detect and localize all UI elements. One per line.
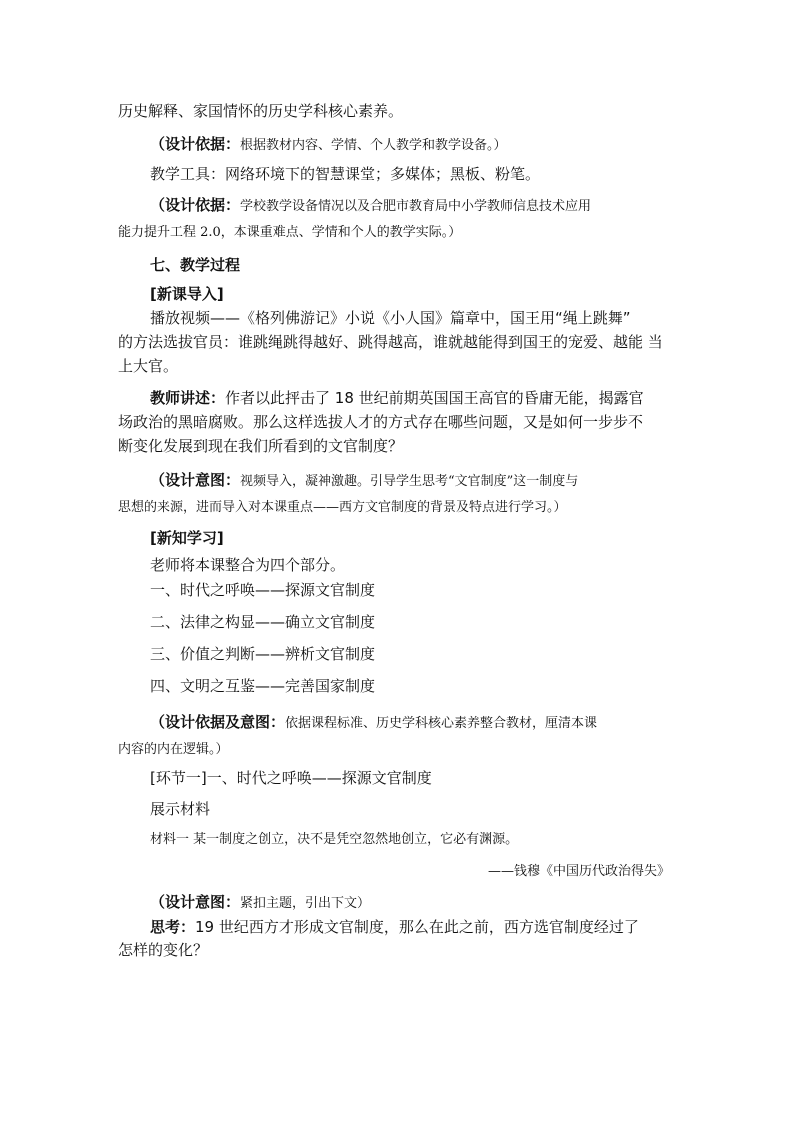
note-label: （设计依据： [150,196,241,214]
text-line: 历史解释、家国情怀的历史学科核心素养。 [118,102,404,120]
text-line [150,917,639,937]
design-basis-note [150,712,597,734]
text-line: 播放视频——《格列佛游记》小说《小人国》篇章中，国王用“绳上跳舞” [150,309,631,327]
text-line: 断变化发展到现在我们所看到的文官制度？ [118,437,404,455]
note-text: 能力提升工程 2.0，本课重难点、学情和个人的教学实际。） [118,225,462,240]
text-line: 展示材料 [150,800,211,818]
subsection-heading: [新课导入] [150,285,224,303]
teacher-text: 作者以此抨击了 18 世纪前期英国国王高官的昏庸无能，揭露官 [225,389,644,407]
text-line: 上大官。 [118,357,179,375]
note-text: 依据课程标准、历史学科核心素养整合教材，厘清本课 [285,716,598,731]
design-basis-note [150,134,507,156]
text-line: 教学工具：网络环境下的智慧课堂；多媒体；黑板、粉笔。 [150,165,541,183]
design-intent-note [150,470,578,492]
outline-item: 一、时代之呼唤——探源文官制度 [150,581,376,599]
note-text: 内容的内在逻辑。） [118,742,229,757]
note-text: 根据教材内容、学情、个人教学和教学设备。） [240,138,507,153]
think-text: 19 世纪西方才形成文官制度，那么在此之前，西方选官制度经过了 [195,918,639,936]
text-line [150,388,644,408]
text-line: 的方法选拔官员：谁跳绳跳得越好、跳得越高，谁就越能得到国王的宠爱、越能 当 [118,333,663,351]
text-line: 场政治的黑暗腐败。那么这样选拔人才的方式存在哪些问题，又是如何一步步不 [118,413,644,431]
outline-item: 二、法律之构显——确立文官制度 [150,613,376,631]
note-label: （设计意图： [150,893,241,911]
material-source: ——钱穆《中国历代政治得失》 [487,864,670,879]
section-step-heading: [环节一]一、时代之呼唤——探源文官制度 [150,769,432,787]
note-text: 思想的来源，进而导入对本课重点——西方文官制度的背景及特点进行学习。） [118,500,567,515]
think-label: 思考： [150,918,196,936]
note-label: （设计意图： [150,471,241,489]
design-intent-note [150,892,370,914]
text-line: 老师将本课整合为四个部分。 [150,556,346,574]
note-text: 学校教学设备情况以及合肥市教育局中小学教师信息技术应用 [240,199,592,214]
section-heading: 七、教学过程 [150,256,241,274]
note-text: 视频导入，凝神激趣。引导学生思考“文官制度”这一制度与 [240,474,579,489]
subsection-heading: [新知学习] [150,529,224,547]
design-basis-note [150,195,591,217]
outline-item: 四、文明之互鉴——完善国家制度 [150,677,376,695]
note-label: （设计依据及意图： [150,713,286,731]
text-line: 怎样的变化？ [118,941,209,959]
note-label: （设计依据： [150,135,241,153]
teacher-label: 教师讲述： [150,389,226,407]
note-text: 紧扣主题，引出下文） [240,896,371,911]
outline-item: 三、价值之判断——辨析文官制度 [150,645,376,663]
material-quote: 材料一 某一制度之创立，决不是凭空忽然地创立，它必有渊源。 [150,832,519,847]
